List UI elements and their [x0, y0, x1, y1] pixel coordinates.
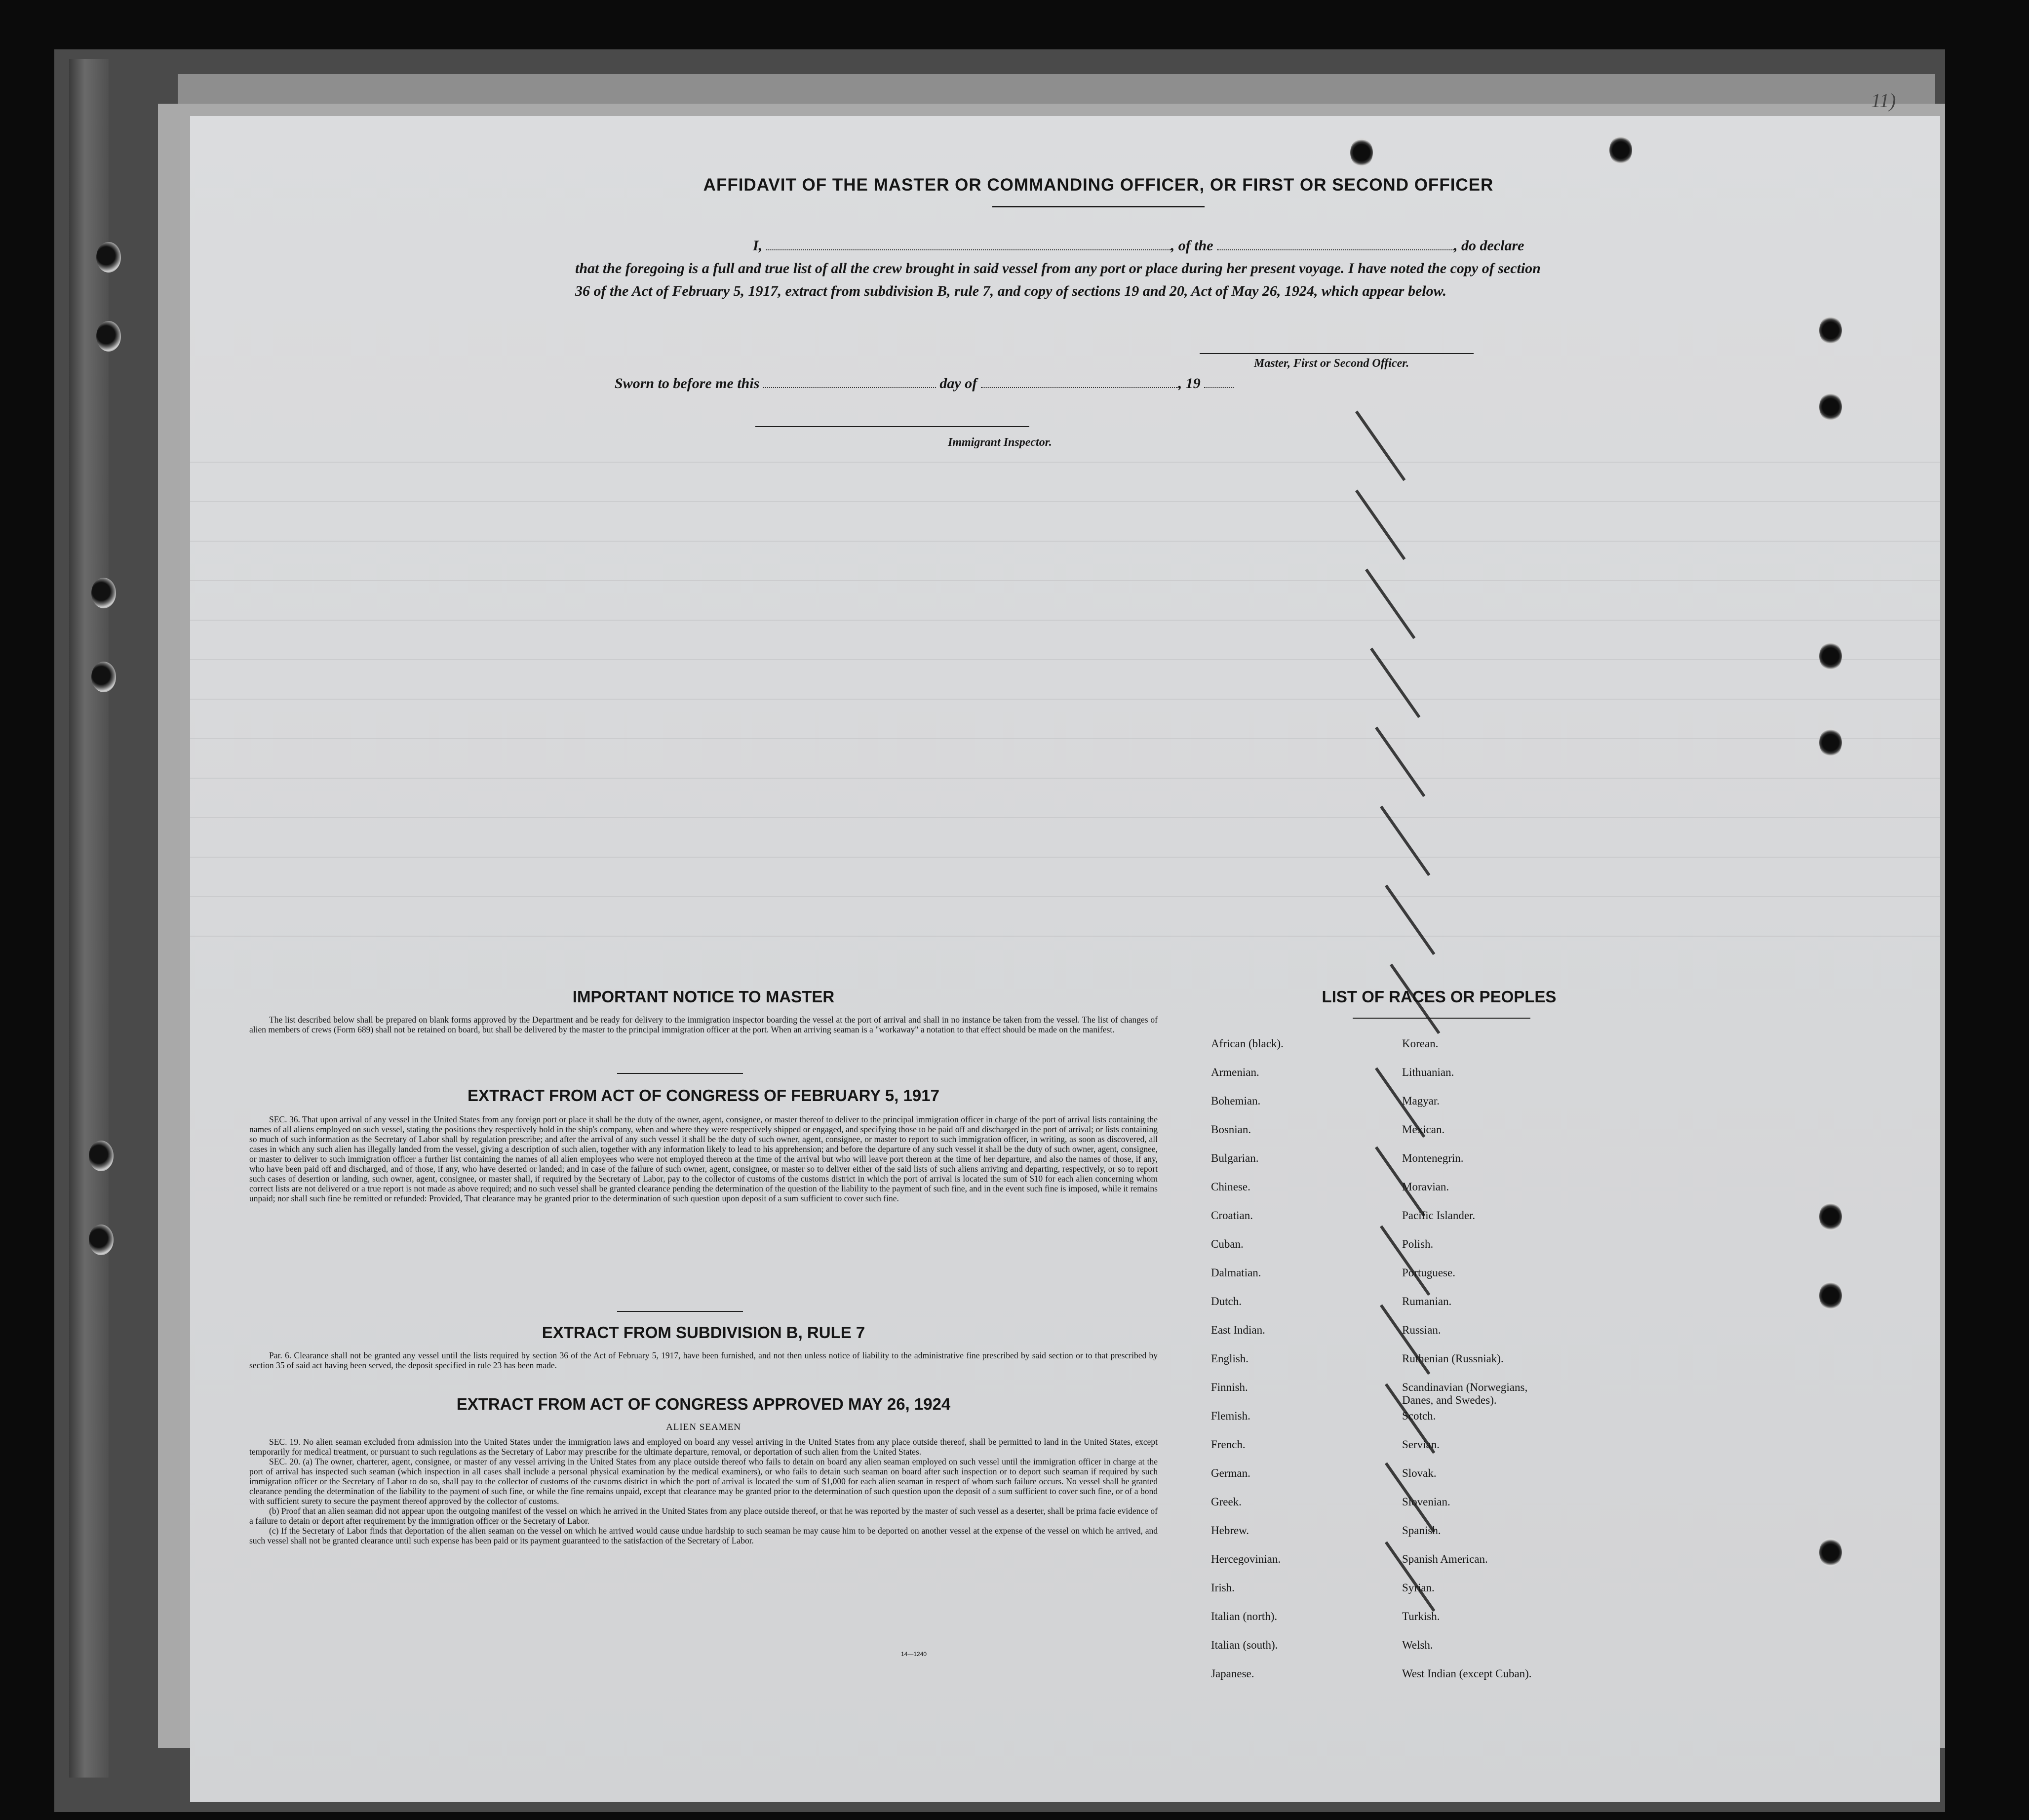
- race-item: Spanish American.: [1402, 1553, 1488, 1565]
- section-19: SEC. 19. No alien seaman excluded from admission into the United States under the immigration laws and employed on board any vessel arriving in the United States from any place outside thereof, shall be permitted to land in the United States, except temporarily for medical treatment, or pursuant to such regulations as the Secretary of Labor may prescribe for the ultimate departure, removal, or deportation of such alien from the United States.: [249, 1437, 1158, 1457]
- alien-seamen-subtitle: ALIEN SEAMEN: [666, 1422, 741, 1432]
- race-item: Armenian.: [1211, 1066, 1259, 1078]
- document-page: [190, 116, 1940, 1802]
- affidavit-statement: that the foregoing is a full and true list of all the crew brought in said vessel from any port or place during her present voyage. I have noted the copy of section 36 of the Act of February 5, 1917, extract from subdivision B, rule 7, and copy of sections 19 and 20, Act of May 26, 1924, which appear below.: [575, 260, 1541, 299]
- races-right-column: [1402, 1037, 1532, 1696]
- affidavit-body: [575, 235, 1711, 303]
- race-item: Italian (south).: [1211, 1639, 1278, 1651]
- binder-ring-icon: [91, 578, 116, 608]
- race-item: Pacific Islander.: [1402, 1209, 1476, 1222]
- race-item: Turkish.: [1402, 1610, 1440, 1622]
- divider: [617, 1311, 743, 1312]
- race-item: Chinese.: [1211, 1181, 1250, 1193]
- race-item: Slovenian.: [1402, 1496, 1450, 1508]
- punch-hole-icon: [1819, 728, 1842, 757]
- sworn-month-field[interactable]: [981, 375, 1178, 388]
- race-item: Polish.: [1402, 1238, 1434, 1250]
- affidavit-declare-label: , do declare: [1454, 237, 1524, 254]
- race-item: Rumanian.: [1402, 1295, 1452, 1307]
- race-item: Bosnian.: [1211, 1123, 1251, 1136]
- race-item: Japanese.: [1211, 1667, 1254, 1680]
- race-item: Greek.: [1211, 1496, 1242, 1508]
- race-item: Slovak.: [1402, 1467, 1437, 1479]
- race-item: Servian.: [1402, 1438, 1440, 1451]
- race-item: Spanish.: [1402, 1524, 1441, 1537]
- affidavit-i-label: I,: [753, 237, 763, 254]
- binder-spine: [69, 59, 109, 1778]
- master-signature-label: Master, First or Second Officer.: [1254, 357, 1409, 370]
- race-item: Bulgarian.: [1211, 1152, 1259, 1164]
- section-20a: SEC. 20. (a) The owner, charterer, agent, consignee, or master of any vessel arriving in the United States from any place outside thereof who fails to detain on board any alien seaman employed on such vessel until the immigration officer in charge at the port of arrival has inspected such seaman (which inspection in all cases shall include a personal physical examination by the medical examiners), or who fails to detain such seaman on board after such inspection or to deport such seaman if required by such immigration officer or the Secretary of Labor to do so, shall pay to the collector of customs of the customs district in which the port of arrival is located the sum of $1,000 for each alien seaman in respect of whom such failure occurs. No vessel shall be granted clearance pending the determination of the liability to the payment of such fine, or while the fine remains unpaid, except that clearance may be granted prior to the determination of such question upon the deposit of a sum sufficient to cover such fine, or of a bond with sufficient surety to secure the payment thereof approved by the collector of customs.: [249, 1457, 1158, 1506]
- day-of-label: day of: [939, 375, 977, 392]
- binder-ring-icon: [89, 1225, 114, 1255]
- race-item: Russian.: [1402, 1324, 1441, 1336]
- race-item: Flemish.: [1211, 1410, 1250, 1422]
- section-20c: (c) If the Secretary of Labor finds that deportation of the alien seaman on the vessel on which he arrived would cause undue hardship to such seaman he may cause him to be deported on another vessel at the expense of the vessel on which he arrived, and such vessel shall not be granted clearance until such expense has been paid or its payment guaranteed to the satisfaction of the Secretary of Labor.: [249, 1526, 1158, 1545]
- race-item: East Indian.: [1211, 1324, 1265, 1336]
- master-signature-line[interactable]: [1200, 353, 1474, 354]
- extract-1924-text: [249, 1437, 1158, 1545]
- race-item: Portuguese.: [1402, 1266, 1455, 1279]
- binder-ring-icon: [89, 1141, 114, 1171]
- race-item: West Indian (except Cuban).: [1402, 1667, 1532, 1680]
- race-item: Cuban.: [1211, 1238, 1244, 1250]
- race-item: Scotch.: [1402, 1410, 1436, 1422]
- race-item: Scandinavian (Norwegians, Danes, and Swedes).: [1402, 1381, 1528, 1406]
- race-item: Irish.: [1211, 1582, 1235, 1594]
- year-label: , 19: [1178, 375, 1201, 392]
- affidavit-of-the-label: , of the: [1171, 237, 1213, 254]
- punch-hole-icon: [1819, 1281, 1842, 1310]
- race-item: Dutch.: [1211, 1295, 1242, 1307]
- race-item: Bohemian.: [1211, 1095, 1261, 1107]
- punch-hole-icon: [1350, 138, 1373, 167]
- divider: [1353, 1018, 1530, 1019]
- race-item: French.: [1211, 1438, 1246, 1451]
- races-left-column: [1211, 1037, 1284, 1696]
- race-item: Lithuanian.: [1402, 1066, 1454, 1078]
- inspector-signature-line[interactable]: [755, 426, 1029, 427]
- race-item: Hebrew.: [1211, 1524, 1249, 1537]
- punch-hole-icon: [1819, 642, 1842, 671]
- punch-hole-icon: [1819, 393, 1842, 421]
- punch-hole-icon: [1819, 316, 1842, 345]
- extract-1917-text: SEC. 36. That upon arrival of any vessel in the United States from any foreign port or place it shall be the duty of the owner, agent, consignee, or master thereof to deliver to the principal immigration officer in charge of the port of arrival lists containing the names of all aliens employed on such vessel, stating the positions they respectively hold in the ship's company, when and where they were respectively shipped or engaged, and specifying those to be paid off and discharged in the port of arrival; or lists containing so much of such information as the Secretary of Labor shall by regulation prescribe; and after the arrival of any such vessel it shall be the duty of such owner, agent, consignee, or master to report to such immigration officer, in writing, as soon as discovered, all cases in which any such alien has illegally landed from the vessel, giving a description of such alien, together with any information likely to lead to his apprehension; and before the departure of any such vessel it shall be the duty of such owner, agent, consignee, or master to deliver to such immigration officer a further list containing the names of all alien employees who were not employed thereon at the time of the arrival but who will leave port thereon at the time of her departure, and also the names of those, if any, who have been paid off and discharged, and of those, if any, who have deserted or landed; and in case of the failure of such owner, agent, consignee, or master so to deliver either of the said lists of such aliens arriving and departing, respectively, or so to report such cases of desertion or landing, such owner, agent, consignee, or master shall, if required by the Secretary of Labor, pay to the collector of customs of the customs district in which the port of arrival is located the sum of $10 for each alien concerning whom correct lists are not delivered or a true report is not made as above required; and no such vessel shall be granted clearance pending the determination of the question of the liability to the payment of such fine, and in the event such fine is imposed, while it remains unpaid; nor shall such fine be remitted or refunded: Provided, That clearance may be granted prior to the determination of such question upon deposit of a sum sufficient to cover such fine.: [249, 1114, 1158, 1203]
- affidavit-title: AFFIDAVIT OF THE MASTER OR COMMANDING OFFICER, OR FIRST OR SECOND OFFICER: [703, 175, 1494, 195]
- race-item: Mexican.: [1402, 1123, 1445, 1136]
- punch-hole-icon: [1819, 1538, 1842, 1567]
- extract-rule7-title: EXTRACT FROM SUBDIVISION B, RULE 7: [542, 1323, 865, 1342]
- name-field[interactable]: [766, 237, 1171, 250]
- race-item: Montenegrin.: [1402, 1152, 1464, 1164]
- race-item: Moravian.: [1402, 1181, 1449, 1193]
- section-20b: (b) Proof that an alien seaman did not appear upon the outgoing manifest of the vessel on which he arrived in the United States from any place outside thereof, or that he was reported by the master of such vessel as a deserter, shall be prima facie evidence of a failure to detain or deport after requirement by the immigration officer or the Secretary of Labor.: [249, 1506, 1158, 1526]
- race-item: Dalmatian.: [1211, 1266, 1261, 1279]
- extract-rule7-text: Par. 6. Clearance shall not be granted any vessel until the lists required by section 36 of the Act of February 5, 1917, have been furnished, and not then unless notice of liability to the administrative fine prescribed by said section or to that prescribed by section 35 of said act having been served, the deposit specified in rule 23 has been made.: [249, 1350, 1158, 1370]
- notice-title: IMPORTANT NOTICE TO MASTER: [572, 988, 835, 1006]
- sworn-day-field[interactable]: [763, 375, 936, 388]
- binder-ring-icon: [96, 321, 121, 352]
- punch-hole-icon: [1819, 1202, 1842, 1231]
- extract-1924-title: EXTRACT FROM ACT OF CONGRESS APPROVED MAY 26, 1924: [456, 1395, 951, 1413]
- race-item: African (black).: [1211, 1037, 1284, 1050]
- races-title: LIST OF RACES OR PEOPLES: [1322, 988, 1557, 1006]
- race-item: English.: [1211, 1352, 1249, 1365]
- divider: [992, 206, 1205, 207]
- sworn-line: [615, 375, 1234, 392]
- race-item: Welsh.: [1402, 1639, 1433, 1651]
- inspector-signature-label: Immigrant Inspector.: [948, 436, 1052, 449]
- page-mark: 11): [1871, 89, 1896, 112]
- race-item: Finnish.: [1211, 1381, 1248, 1393]
- race-item: Ruthenian (Russniak).: [1402, 1352, 1504, 1365]
- notice-text: The list described below shall be prepared on blank forms approved by the Department and be ready for delivery to the immigration inspector boarding the vessel at the port of arrival and shall in no instance be taken from the vessel. The list of changes of alien members of crews (Form 689) shall not be retained on board, but shall be delivered by the master to the principal immigration officer at the port. When an arriving seaman is a "workaway" a notation to that effect should be made on the manifest.: [249, 1015, 1158, 1034]
- race-item: Syrian.: [1402, 1582, 1435, 1594]
- binder-ring-icon: [91, 662, 116, 692]
- race-item: Magyar.: [1402, 1095, 1440, 1107]
- race-item: Italian (north).: [1211, 1610, 1278, 1622]
- sworn-label: Sworn to before me this: [615, 375, 760, 392]
- extract-1917-title: EXTRACT FROM ACT OF CONGRESS OF FEBRUARY 5, 1917: [468, 1086, 939, 1105]
- binder-ring-icon: [96, 242, 121, 273]
- race-item: Korean.: [1402, 1037, 1439, 1050]
- divider: [617, 1073, 743, 1074]
- form-number: 14—1240: [901, 1651, 927, 1658]
- race-item: Hercegovinian.: [1211, 1553, 1281, 1565]
- race-item: German.: [1211, 1467, 1250, 1479]
- punch-hole-icon: [1609, 136, 1632, 164]
- race-item: Croatian.: [1211, 1209, 1253, 1222]
- sworn-year-field[interactable]: [1204, 375, 1234, 388]
- vessel-field[interactable]: [1217, 237, 1454, 250]
